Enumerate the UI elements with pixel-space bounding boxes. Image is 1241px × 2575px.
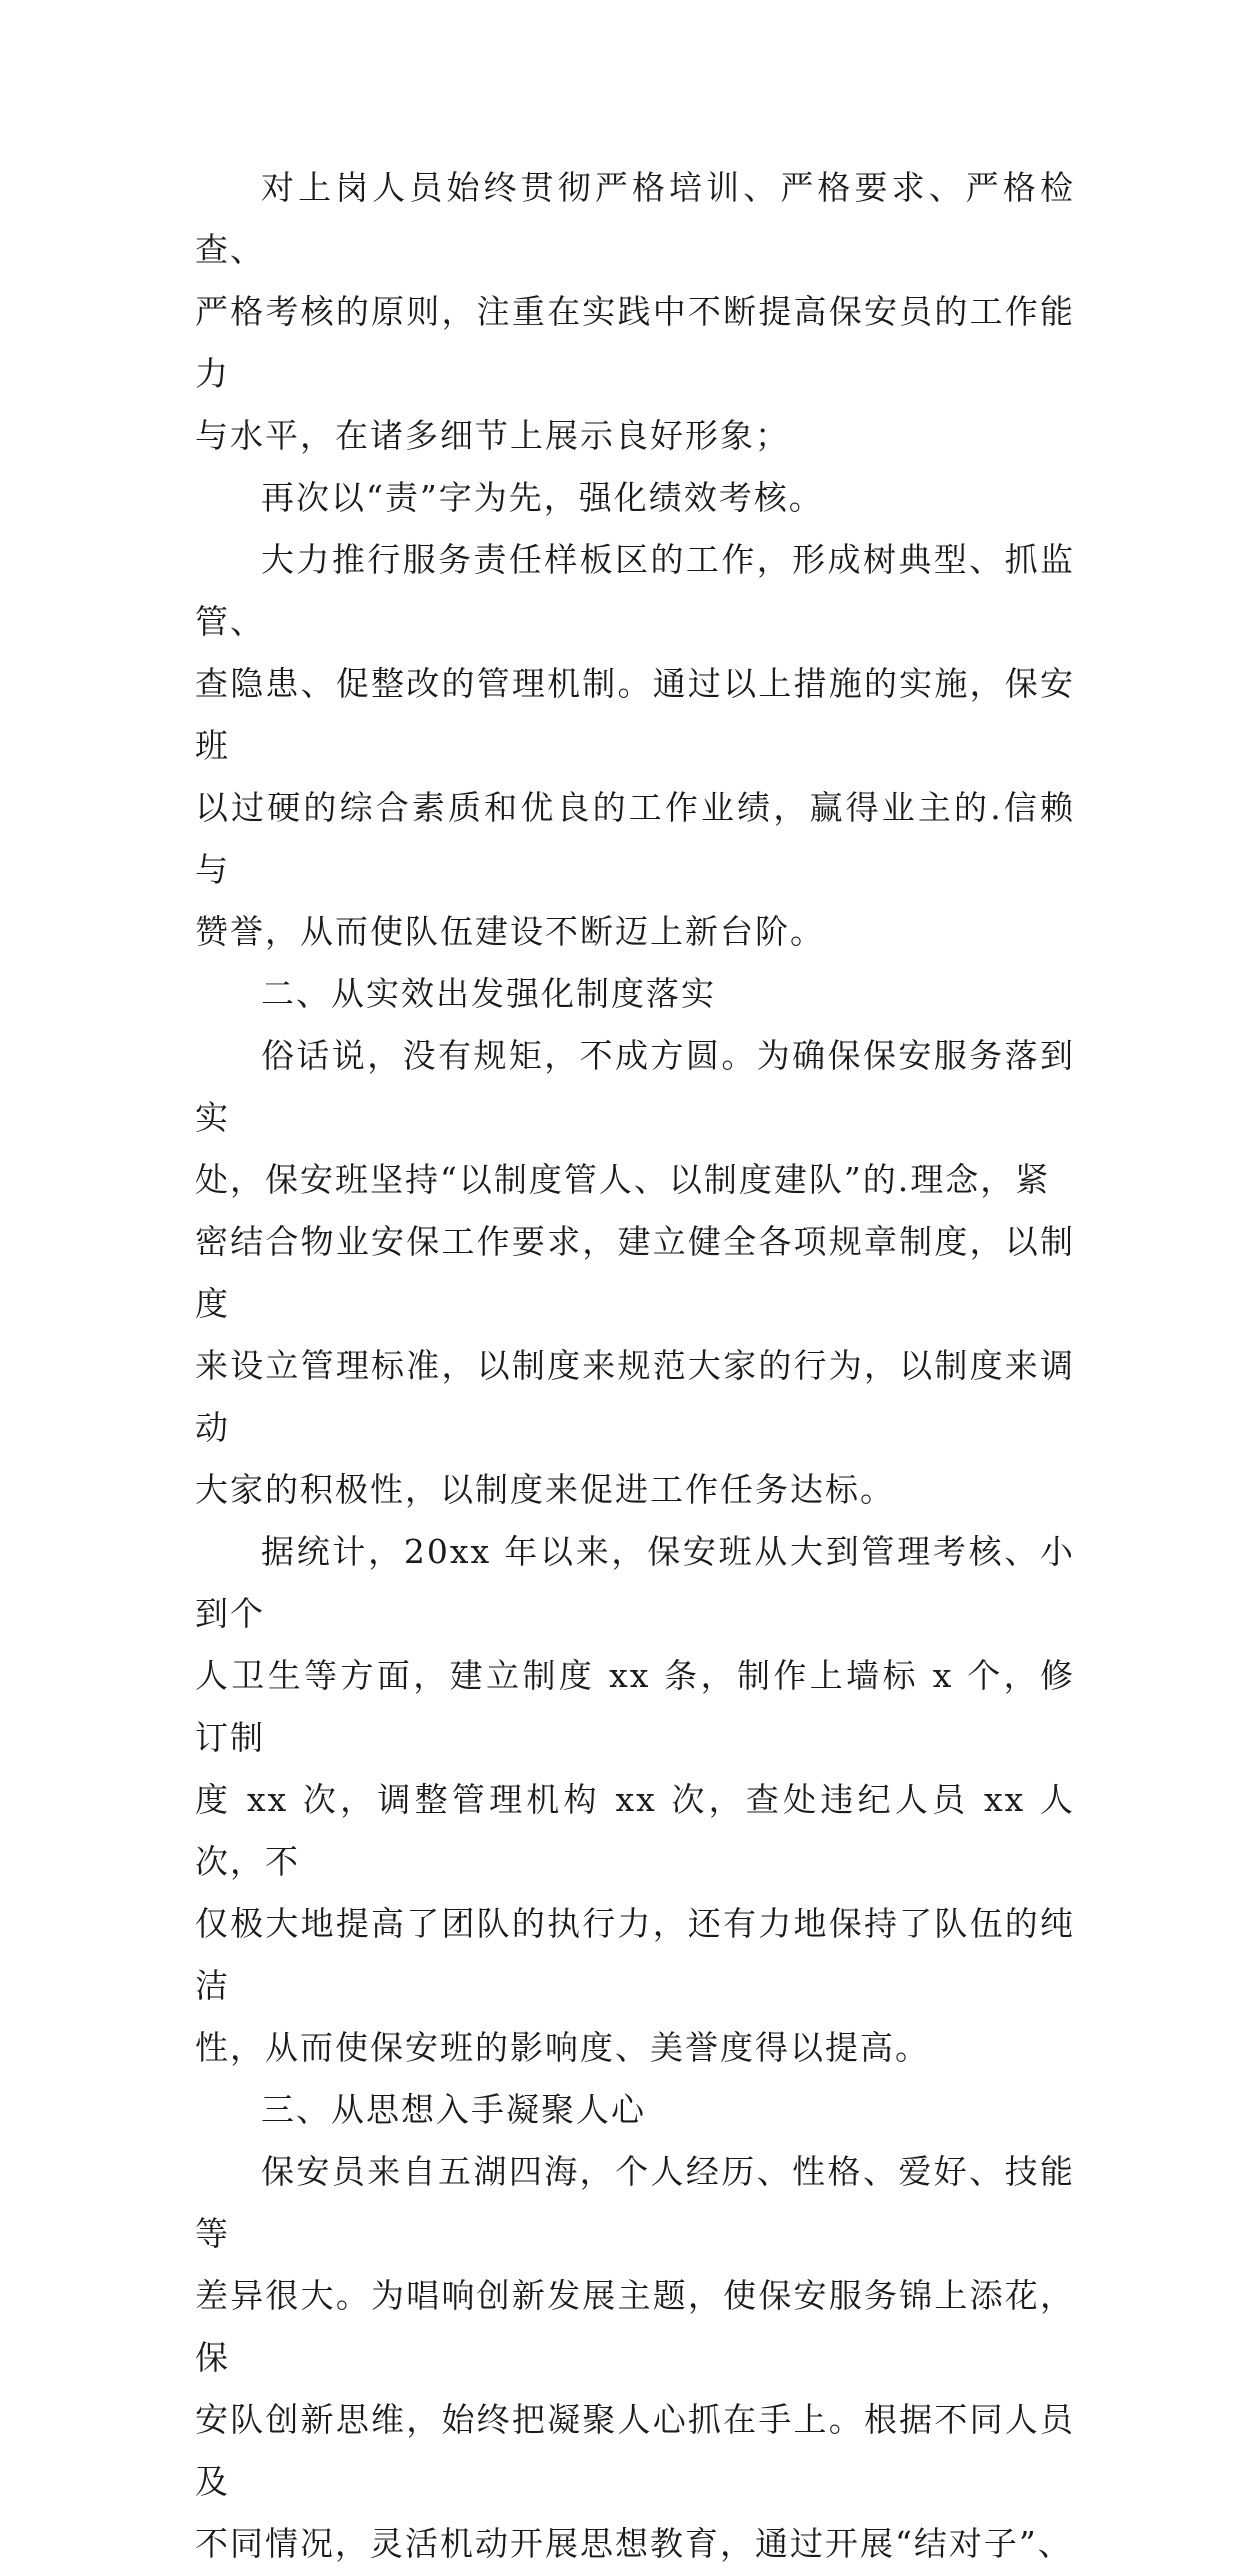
paragraph-rules: 俗话说，没有规矩，不成方圆。为确保保安服务落到实 处，保安班坚持“以制度管人、以制度建队”的.理念，紧 密结合物业安保工作要求，建立健全各项规章制度，以制度 来设立管理标准，以制度来规范大家的行为，以制度来调动 大家的积极性，以制度来促进工作任务达标。: [195, 1036, 1075, 1509]
section-heading-3: 三、从思想入手凝聚人心: [261, 2090, 646, 2129]
paragraph-responsibility: 再次以“责”字为先，强化绩效考核。: [261, 478, 824, 517]
document-body: [195, 157, 1075, 2575]
paragraph-cohesion: 保安员来自五湖四海，个人经历、性格、爱好、技能等 差异很大。为唱响创新发展主题，使保安服务锦上添花，保 安队创新思维，始终把凝聚人心抓在手上。根据不同人员及 不同情况，灵活机动开展思想教育，通过开展“结对子”、: [195, 2152, 1075, 2563]
section-heading-2: 二、从实效出发强化制度落实: [261, 974, 716, 1013]
paragraph-statistics: 据统计，20xx 年以来，保安班从大到管理考核、小到个 人卫生等方面，建立制度 xx 条，制作上墙标 x 个，修订制 度 xx 次，调整管理机构 xx 次，查处违纪人员 xx 人次，不 仅极大地提高了团队的执行力，还有力地保持了队伍的纯洁 性，从而使保安班的影响度、美誉度得以提高。: [195, 1532, 1075, 2067]
paragraph-training: 对上岗人员始终贯彻严格培训、严格要求、严格检查、 严格考核的原则，注重在实践中不断提高保安员的工作能力 与水平，在诸多细节上展示良好形象；: [195, 168, 1075, 455]
paragraph-model-area: 大力推行服务责任样板区的工作，形成树典型、抓监管、 查隐患、促整改的管理机制。通过以上措施的实施，保安班 以过硬的综合素质和优良的工作业绩，赢得业主的.信赖与 赞誉，从而使队伍建设不断迈上新台阶。: [195, 540, 1075, 951]
